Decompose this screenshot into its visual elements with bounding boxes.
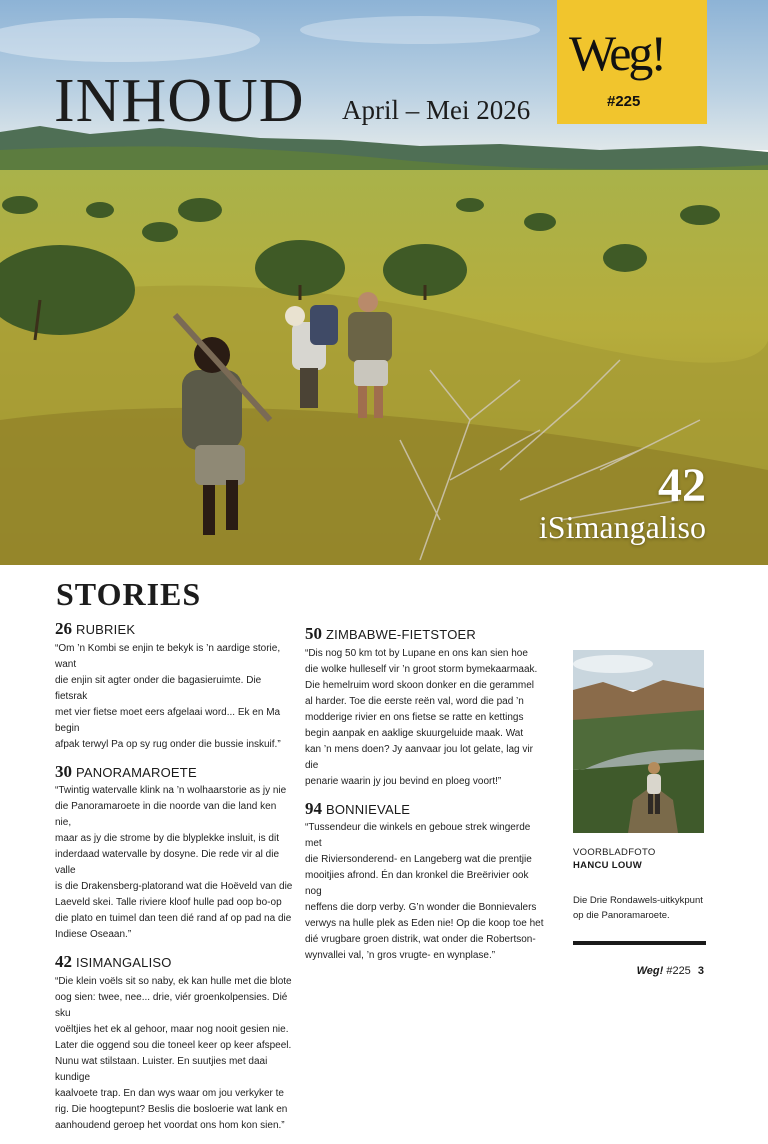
logo-wordmark: Weg! — [569, 25, 665, 81]
story-title: PANORAMAROETE — [76, 764, 197, 780]
story-excerpt-line: is die Drakensberg-platorand wat die Hoëveld van die — [55, 881, 293, 893]
stories-heading: STORIES — [56, 576, 202, 612]
story-excerpt-line: “Dis nog 50 km tot by Lupane en ons kan sien hoe — [305, 647, 528, 659]
story-header — [305, 625, 545, 644]
story-header — [55, 953, 295, 972]
story-excerpt-line: mooitjies afrond. Én dan kronkel die Breërivier ook nog — [305, 870, 529, 898]
story-excerpt-line: maar as jy die strome by die blyplekke insluit, is dit — [55, 833, 279, 845]
story-excerpt-line: rig. Die hoogtepunt? Beslis die bosloerie wat lank en — [55, 1104, 288, 1116]
footer-issue: #225 — [666, 965, 691, 977]
story-header — [305, 800, 545, 819]
footer-magazine: Weg! — [636, 965, 664, 977]
cover-caption: Die Drie Rondawels-uitkykpunt op die Panoramaroete. — [573, 895, 703, 921]
story-excerpt-line: Later die oggend sou die toneel keer op keer afspeel. — [55, 1040, 292, 1052]
cover-divider — [573, 941, 706, 945]
logo-issue-number: #225 — [607, 93, 641, 110]
story-header — [55, 620, 295, 639]
story-excerpt-line: die wolke hulleself vir ’n groot storm bymekaarmaak. — [305, 663, 538, 675]
story-excerpt-line: al harder. Toe die eerste reën val, word die pad ’n — [305, 695, 524, 707]
story-excerpt-line: begin aanpak en aaklige skuurgeluide maak. Wat — [305, 727, 524, 739]
story-excerpt-line: Nunu wat stilstaan. Luister. En suutjies met daai kundige — [55, 1056, 268, 1084]
story-title: BONNIEVALE — [326, 801, 411, 817]
story-excerpt-line: Laeveld skei. Talle riviere kloof hulle pad oop bo-op — [55, 897, 282, 909]
story-title: ZIMBABWE-FIETSTOER — [326, 627, 476, 642]
story-entry[interactable] — [305, 625, 545, 790]
cover-label-title: VOORBLADFOTO — [573, 847, 656, 858]
story-excerpt-line: inderdaad watervalle by dosyne. Die rede vir al die valle — [55, 849, 280, 877]
page-footer — [637, 966, 704, 977]
story-entry[interactable] — [55, 620, 295, 753]
story-page-number: 30 — [55, 761, 72, 781]
story-excerpt-line: “Die klein voëls sit so naby, ek kan hulle met die blote — [55, 976, 292, 988]
story-page-number: 50 — [305, 624, 322, 643]
story-excerpt-line: die enjin sit agter onder die bagasieruimte. Die fietsrak — [55, 674, 262, 702]
story-excerpt — [55, 641, 295, 753]
story-entry[interactable] — [55, 953, 295, 1134]
story-title: RUBRIEK — [76, 622, 136, 637]
story-excerpt-line: “Tussendeur die winkels en geboue strek wingerde met — [305, 822, 531, 850]
story-excerpt-line: verwys na hulle plek as Eden nie! Op die koop toe het — [305, 918, 544, 930]
magazine-logo — [557, 0, 707, 124]
story-excerpt-line: dié vrugbare groen distrik, wat onder die Robertson- — [305, 934, 536, 946]
story-excerpt — [55, 974, 295, 1134]
issue-date: April – Mei 2026 — [342, 95, 531, 125]
story-excerpt — [55, 783, 295, 943]
story-excerpt-line: aanhoudend geroep het voordat ons hom kon sien.” — [55, 1120, 285, 1132]
story-entry[interactable] — [305, 800, 545, 965]
story-excerpt-line: “Twintig watervalle klink na ’n wolhaarstorie as jy nie — [55, 785, 287, 797]
story-excerpt-line: die plato en tuimel dan teen dié rand af op pad na die — [55, 913, 292, 925]
story-title: ISIMANGALISO — [76, 955, 172, 971]
story-excerpt-line: die Riviersonderend- en Langeberg wat die prentjie — [305, 854, 532, 866]
feature-page-number: 42 — [658, 459, 706, 512]
story-excerpt-line: modderige rivier en ons fietse se ratte en kettings — [305, 711, 524, 723]
story-excerpt-line: kan ’n mens doen? Jy aanvaar jou lot gelate, lag vir die — [305, 743, 533, 771]
cover-label — [573, 846, 656, 872]
cover-photo-credit: HANCU LOUW — [573, 860, 642, 871]
story-page-number: 94 — [305, 798, 322, 818]
stories-column-right — [305, 625, 545, 974]
story-excerpt — [305, 646, 545, 790]
story-page-number: 26 — [55, 619, 72, 638]
hero-photo — [0, 0, 768, 565]
story-excerpt-line: voëltjies het ek al gehoor, maar nog nooit gesien nie. — [55, 1024, 289, 1036]
story-excerpt-line: oog sien: twee, nee... drie, viér groenkolpensies. Dié sku — [55, 992, 288, 1020]
story-excerpt-line: met vier fietse moet eers afgelaai word... Ek en Ma begin — [55, 706, 281, 734]
stories-column-left — [55, 620, 295, 1144]
feature-name: iSimangaliso — [538, 509, 706, 545]
story-header — [55, 763, 295, 782]
story-excerpt-line: afpak terwyl Pa op sy rug onder die bussie inskuif.” — [55, 738, 281, 750]
footer-page-number: 3 — [697, 965, 704, 977]
story-page-number: 42 — [55, 952, 72, 972]
page-title: INHOUD — [54, 67, 305, 135]
story-excerpt-line: neffens die dorp verby. G’n wonder die Bonnievalers — [305, 902, 537, 914]
cover-photo-illustration — [573, 650, 704, 833]
story-excerpt-line: penarie waarin jy jou bevind en ploeg voort!” — [305, 775, 502, 787]
story-entry[interactable] — [55, 763, 295, 944]
story-excerpt-line: Die hemelruim word skoon donker en die gerammel — [305, 679, 534, 691]
story-excerpt-line: Indiese Oseaan.” — [55, 929, 132, 941]
story-excerpt-line: kaalvoete trap. En dan wys waar om jou verkyker te — [55, 1088, 284, 1100]
cover-photo-thumbnail — [573, 650, 704, 833]
story-excerpt-line: “Om ’n Kombi se enjin te bekyk is ’n aardige storie, want — [55, 642, 281, 670]
story-excerpt-line: die Panoramaroete in die noorde van die land ken nie, — [55, 801, 277, 829]
story-excerpt — [305, 820, 545, 964]
story-excerpt-line: wynvallei val, ’n gros vrugte- en wynplase.” — [305, 950, 496, 962]
